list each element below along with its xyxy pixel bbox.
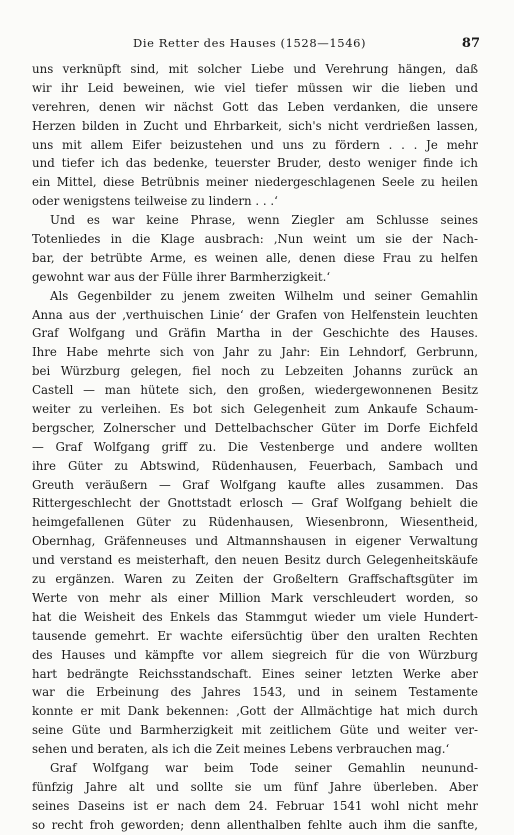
text-line: uns verknüpft sind, mit solcher Liebe und Verehrung hängen, daß [32, 62, 478, 76]
text-line: hat die Weisheit des Enkels das Stammgut wieder um viele Hundert- [32, 609, 478, 624]
text-line: Und es war keine Phrase, wenn Ziegler am Schlusse seines [50, 213, 478, 228]
text-line: bergscher, Zolnerscher und Dettelbachscher Güter im Dorfe Eichfeld [32, 420, 478, 435]
text-line: sehen und beraten, als ich die Zeit meines Lebens verbrauchen mag.‘ [32, 742, 450, 757]
text-line: bar, der betrübte Arme, es weinen alle, denen diese Frau zu helfen [32, 250, 478, 265]
text-line: Ihre Habe mehrte sich von Jahr zu Jahr: Ein Lehndorf, Gerbrunn, [32, 345, 478, 360]
text-line: wir ihr Leid beweinen, wie viel tiefer müssen wir die lieben und [32, 80, 478, 95]
text-line: seines Daseins ist er nach dem 24. Februar 1541 wohl nicht mehr [32, 798, 478, 813]
text-line: bei Würzburg gelegen, fiel noch zu Lebzeiten Johanns zurück an [32, 364, 478, 379]
text-line: tausende gemehrt. Er wachte eifersüchtig über den uralten Rechten [32, 628, 478, 643]
text-line: Herzen bilden in Zucht und Ehrbarkeit, sich's nicht verdrießen lassen, [32, 118, 478, 133]
text-line: Castell — man hütete sich, den großen, wiedergewonnenen Besitz [32, 383, 478, 398]
text-line: ihre Güter zu Abtswind, Rüdenhausen, Feuerbach, Sambach und [32, 458, 478, 473]
page-number: 87 [461, 36, 480, 51]
text-line: und verstand es meisterhaft, den neuen Besitz durch Gelegenheitskäufe [32, 553, 478, 568]
text-line: Totenliedes in die Klage ausbrach: ‚Nun weint um sie der Nach- [32, 232, 478, 247]
text-line: zu ergänzen. Waren zu Zeiten der Großeltern Graffschaftsgüter im [32, 572, 478, 587]
text-line: Obernhag, Gräfenneuses und Altmannshausen in eigener Verwaltung [32, 534, 478, 549]
text-line: hart bedrängte Reichsstandschaft. Eines seiner letzten Werke aber [32, 666, 478, 681]
text-line: Als Gegenbilder zu jenem zweiten Wilhelm und seiner Gemahlin [50, 288, 478, 303]
running-head: Die Retter des Hauses (1528—1546) [133, 36, 367, 50]
text-line: Graf Wolfgang und Gräfin Martha in der Geschichte des Hauses. [32, 326, 478, 341]
text-line: so recht froh geworden; denn allenthalben fehlte auch ihm die sanfte, [32, 817, 478, 832]
text-line: verehren, denen wir nächst Gott das Leben verdanken, die unsere [32, 99, 478, 114]
text-line: war die Erbeinung des Jahres 1543, und in seinem Testamente [32, 685, 478, 700]
text-line: weiter zu verleihen. Es bot sich Gelegenheit zum Ankaufe Schaum- [32, 402, 478, 417]
text-line: Rittergeschlecht der Gnottstadt erlosch — Graf Wolfgang behielt die [32, 496, 478, 511]
text-line: des Hauses und kämpfte vor allem siegreich für die von Würzburg [32, 647, 478, 662]
text-line: konnte er mit Dank bekennen: ‚Gott der Allmächtige hat mich durch [32, 704, 478, 719]
text-line: fünfzig Jahre alt und sollte sie um fünf Jahre überleben. Aber [32, 779, 478, 794]
text-line: gewohnt war aus der Fülle ihrer Barmherzigkeit.‘ [32, 269, 331, 284]
text-line: ein Mittel, diese Betrübnis meiner niedergeschlagenen Seele zu heilen [32, 175, 478, 190]
text-line: Anna aus der ‚verthuischen Linie‘ der Grafen von Helfenstein leuchten [32, 307, 478, 322]
text-line: uns mit allem Eifer beizustehen und uns zu fördern . . . Je mehr [32, 137, 478, 152]
text-line: Greuth veräußern — Graf Wolfgang kaufte alles zusammen. Das [32, 477, 478, 492]
page-header [36, 36, 480, 56]
text-line: heimgefallenen Güter zu Rüdenhausen, Wiesenbronn, Wiesentheid, [32, 515, 478, 530]
text-line: oder wenigstens teilweise zu lindern . . .‘ [32, 194, 278, 209]
text-line: Graf Wolfgang war beim Tode seiner Gemahlin neunund- [50, 760, 478, 775]
text-line: seine Güte und Barmherzigkeit mit zeitlichem Güte und weiter ver- [32, 723, 478, 738]
text-line: Werte von mehr als einer Million Mark verschleudert worden, so [32, 590, 478, 605]
text-line: und tiefer ich das bedenke, teuerster Bruder, desto weniger finde ich [32, 156, 478, 171]
body-text [32, 60, 478, 835]
text-line: — Graf Wolfgang griff zu. Die Vestenberge und andere wollten [32, 439, 478, 454]
